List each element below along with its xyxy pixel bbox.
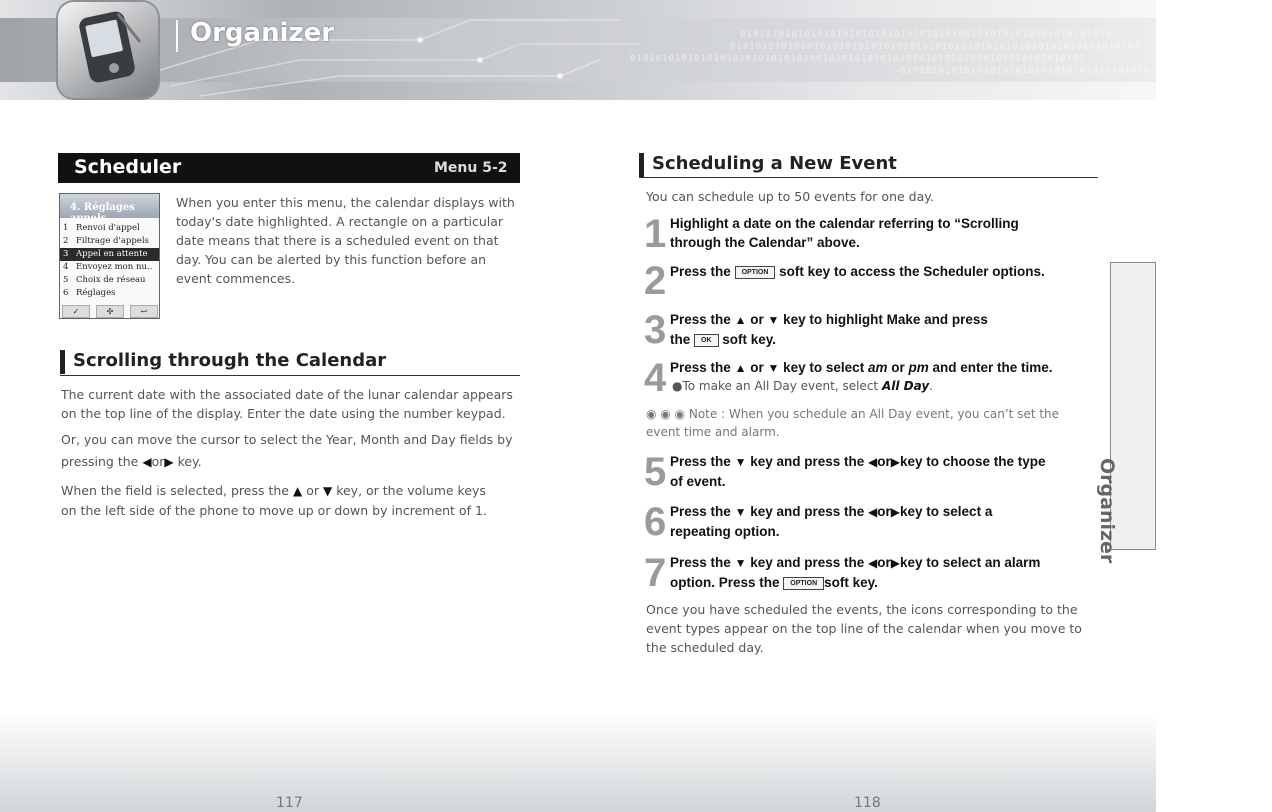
nav-icon: ✣ [96, 305, 124, 318]
right-arrow-icon: ▶ [890, 556, 901, 570]
note-text: ◉ ◉ ◉ Note : When you schedule an All Day event, you can’t set the event time and alarm. [646, 407, 1060, 439]
back-icon: ↩ [130, 305, 158, 318]
banner-separator [176, 20, 178, 52]
phone-menu-item: 1 Renvoi d'appel [63, 223, 140, 233]
up-arrow-icon: ▲ [734, 361, 747, 375]
step-4-text: Press the ▲ or ▼ key to select am or pm and enter the time. [670, 360, 1053, 375]
side-tab-label: Organizer [1096, 458, 1118, 564]
down-arrow-icon: ▼ [767, 313, 780, 327]
heading-underline [639, 177, 1098, 178]
scrolling-para3: When the field is selected, press the ▲ or ▼ key, or the volume keys on the left side of the phone to move up or down by increment of 1. [61, 483, 487, 518]
step-number: 5 [644, 450, 667, 494]
option-key-icon: OPTION [783, 577, 824, 590]
down-arrow-icon: ▼ [734, 455, 747, 469]
organizer-pda-icon [58, 2, 158, 98]
scheduler-title: Scheduler [74, 156, 182, 178]
check-icon: ✓ [62, 305, 90, 318]
pda-icon [58, 2, 158, 98]
down-arrow-icon: ▼ [767, 361, 780, 375]
scheduler-menu-number: Menu 5-2 [434, 160, 508, 176]
new-event-heading: Scheduling a New Event [652, 153, 897, 174]
binary-line: 0101010101010101010101010101010101010101010101010101010101 [900, 66, 1272, 76]
left-arrow-icon: ◀ [868, 455, 878, 469]
section-title: Organizer [190, 18, 335, 48]
step-4-sub: ●To make an All Day event, select All Day. [672, 379, 933, 393]
option-key-icon: OPTION [735, 266, 776, 279]
phone-menu-item: 2 Filtrage d'appels [63, 236, 149, 246]
header-banner [0, 0, 1272, 100]
binary-line: 01010101010101010101010101010010101010101010101010101010101010101010101 [630, 54, 1086, 64]
phone-menu-item: 4 Envoyez mon nu.. [63, 262, 153, 272]
up-arrow-icon: ▲ [734, 313, 747, 327]
left-arrow-icon: ◀ [142, 455, 152, 469]
phone-menu-item: 5 Choix de réseau [63, 275, 146, 285]
down-arrow-icon: ▼ [322, 484, 333, 498]
step-number: 2 [644, 259, 667, 303]
heading-marker [60, 350, 65, 374]
phone-menu-item: 6 Réglages [63, 288, 116, 298]
new-event-outro: Once you have scheduled the events, the icons corresponding to the event types appear on the top line of the calendar when you move to the scheduled day. [646, 602, 1082, 655]
new-event-intro: You can schedule up to 50 events for one day. [646, 189, 934, 204]
step-number: 4 [644, 356, 667, 400]
right-arrow-icon: ▶ [164, 455, 174, 469]
page-number-left: 117 [276, 795, 303, 811]
step-number: 6 [644, 500, 667, 544]
ok-key-icon: OK [694, 334, 719, 347]
step-3-text: Press the ▲ or ▼ key to highlight Make and press the OK soft key. [670, 312, 988, 347]
step-7-text: Press the ▼ key and press the ◀or▶key to select an alarm option. Press the OPTION soft key. [670, 555, 1041, 590]
left-arrow-icon: ◀ [868, 505, 878, 519]
scheduler-intro: When you enter this menu, the calendar displays with today's date highlighted. A rectangle on a particular date means that there is a scheduled event on that day. You can be alerted by this function before an event commences. [176, 195, 515, 286]
down-arrow-icon: ▼ [734, 556, 747, 570]
scrolling-para2: Or, you can move the cursor to select the Year, Month and Day fields by pressing the ◀or▶ key. [61, 432, 513, 469]
step-2-text: Press the OPTION soft key to access the Scheduler options. [670, 264, 1045, 279]
step-number: 1 [644, 212, 667, 256]
scrolling-heading: Scrolling through the Calendar [73, 350, 387, 371]
scrolling-para1: The current date with the associated date of the lunar calendar appears on the top line of the display. Enter the date using the number keypad. [61, 387, 513, 421]
binary-line: 0101010101010101010101010101010101010101010101010101010101010101 [730, 42, 1141, 52]
step-6-text: Press the ▼ key and press the ◀or▶key to select a repeating option. [670, 504, 993, 539]
step-number: 3 [644, 308, 667, 352]
left-arrow-icon: ◀ [868, 556, 878, 570]
phone-header-title: 4. Réglages appels [70, 202, 135, 224]
heading-underline [60, 375, 520, 376]
step-1-text: Highlight a date on the calendar referring to “Scrolling through the Calendar” above. [670, 216, 1019, 250]
right-arrow-icon: ▶ [890, 505, 901, 519]
phone-screen [59, 193, 160, 319]
right-arrow-icon: ▶ [890, 455, 901, 469]
step-number: 7 [644, 551, 667, 595]
footer-decoration [0, 712, 1156, 812]
binary-line: 0101010101010101010101010101010101001010101010101010101010 [740, 30, 1113, 40]
down-arrow-icon: ▼ [734, 505, 747, 519]
heading-marker [639, 153, 644, 177]
phone-menu-item-selected: 3 Appel en attente [60, 248, 159, 261]
up-arrow-icon: ▲ [292, 484, 303, 498]
page-number-right: 118 [854, 795, 881, 811]
step-5-text: Press the ▼ key and press the ◀or▶key to choose the type of event. [670, 454, 1046, 489]
